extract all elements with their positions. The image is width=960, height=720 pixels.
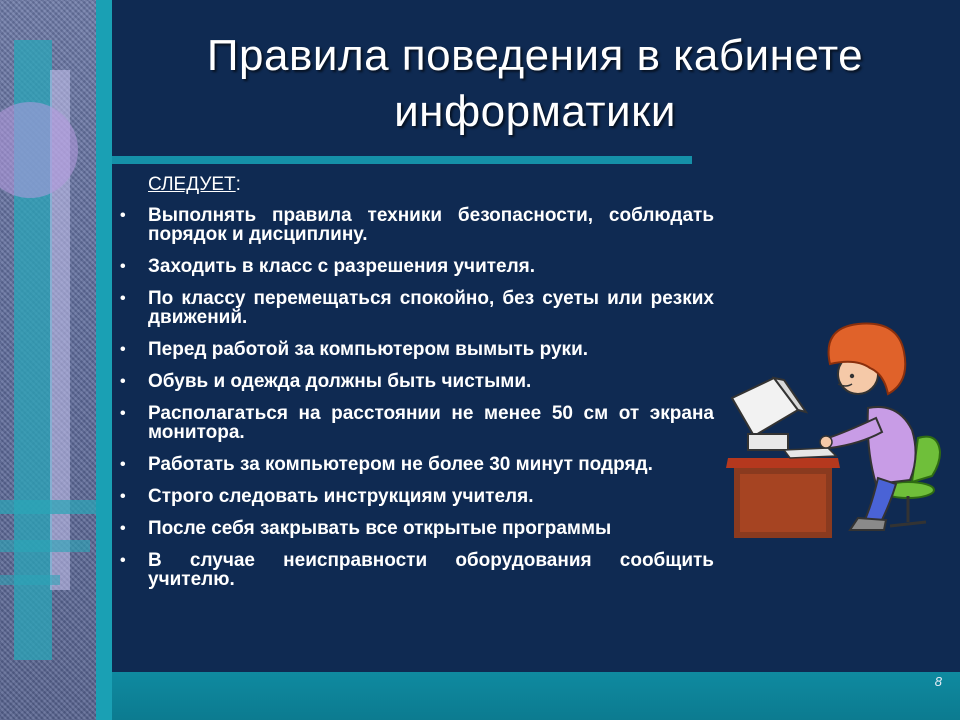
title-underline-bar xyxy=(112,156,692,164)
rules-content xyxy=(118,174,714,602)
rule-text: В случае неисправности оборудования сообщить учителю. xyxy=(148,550,714,590)
slide-number: 8 xyxy=(934,674,942,689)
rule-text: Обувь и одежда должны быть чистыми. xyxy=(148,371,532,392)
student-at-computer-icon xyxy=(718,318,960,540)
rule-item xyxy=(118,487,714,506)
rule-text: Работать за компьютером не более 30 минут подряд. xyxy=(148,454,653,475)
rule-text: Располагаться на расстоянии не менее 50 см от экрана монитора. xyxy=(148,403,714,443)
bullet-icon: • xyxy=(120,520,126,537)
rule-text: Перед работой за компьютером вымыть руки. xyxy=(148,339,589,360)
rule-item xyxy=(118,519,714,538)
rule-text: Заходить в класс с разрешения учителя. xyxy=(148,256,536,277)
decorative-shapes xyxy=(0,0,112,720)
rules-list xyxy=(118,206,714,589)
bullet-icon: • xyxy=(120,552,126,569)
page-title: Правила поведения в кабинете информатики xyxy=(206,31,864,136)
bullet-icon: • xyxy=(120,258,126,275)
rule-item xyxy=(118,455,714,474)
rule-item xyxy=(118,289,714,327)
bullet-icon: • xyxy=(120,207,126,224)
rule-item xyxy=(118,372,714,391)
rule-text: Строго следовать инструкциям учителя. xyxy=(148,486,534,507)
bullet-icon: • xyxy=(120,488,126,505)
rule-text: По классу перемещаться спокойно, без суеты или резких движений. xyxy=(148,288,714,328)
heading-colon: : xyxy=(235,174,241,195)
heading-word: СЛЕДУЕТ xyxy=(148,174,236,195)
rule-text: После себя закрывать все открытые программы xyxy=(148,518,612,539)
bullet-icon: • xyxy=(120,456,126,473)
bullet-icon: • xyxy=(120,341,126,358)
bullet-icon: • xyxy=(120,290,126,307)
rule-item xyxy=(118,340,714,359)
rule-item xyxy=(118,206,714,244)
rule-text: Выполнять правила техники безопасности, соблюдать порядок и дисциплину. xyxy=(148,205,714,245)
rule-item xyxy=(118,404,714,442)
rules-heading xyxy=(148,174,714,196)
bullet-icon: • xyxy=(120,405,126,422)
rule-item xyxy=(118,257,714,276)
bullet-icon: • xyxy=(120,373,126,390)
bottom-bar xyxy=(112,672,960,720)
rule-item xyxy=(118,551,714,589)
